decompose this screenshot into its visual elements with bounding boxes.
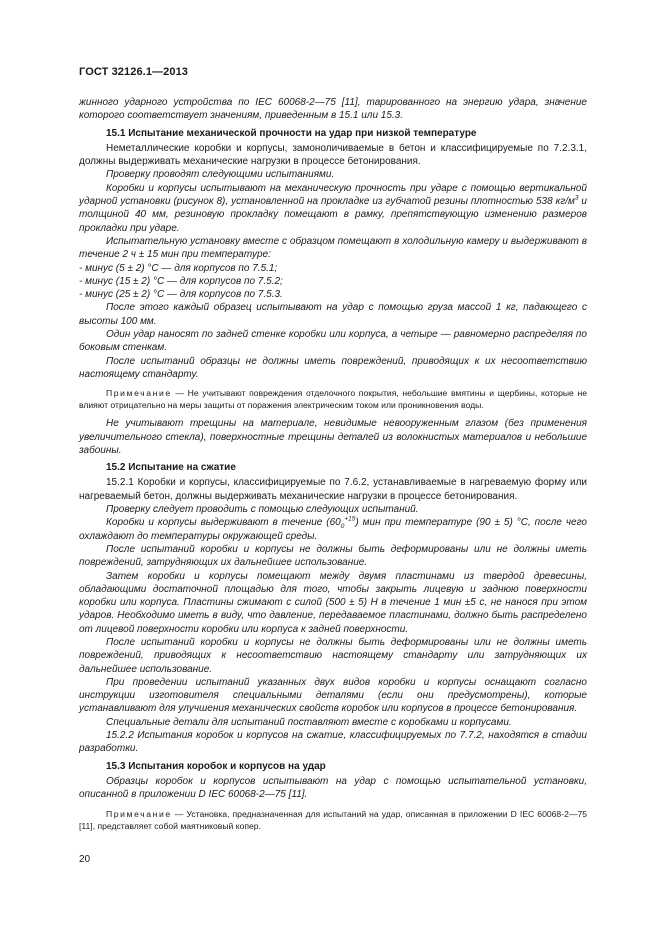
text-run: Коробки и корпусы испытывают на механическую прочность при ударе с помощью вертикальной ударной установки (рисунок 8), установленной на прокладке из губчатой резины плотностью 538 кг/м [79, 182, 587, 208]
text-run: и толщиной 40 мм, резиновую прокладку помещают в рамку, препятствующую изменению размеров прокладки при ударе. [79, 196, 587, 234]
note [79, 808, 587, 832]
temperature-item: - минус (25 ± 2) °С — для корпусов по 7.5.3. [79, 289, 283, 301]
page-content [79, 96, 587, 838]
note-label: Примечание [106, 808, 172, 819]
section-15-1-heading: 15.1 Испытание механической прочности на удар при низкой температуре [106, 127, 477, 139]
note [79, 387, 587, 411]
paragraph: После этого каждый образец испытывают на удар с помощью груза массой 1 кг, падающего с высоты 100 мм. [79, 302, 587, 327]
section-15-3-heading: 15.3 Испытания коробок и корпусов на удар [106, 760, 326, 772]
note-label: Примечание [106, 388, 172, 399]
text-run: ) мин при температуре (90 ± 5) °С, после чего охлаждают до температуры окружающей среды. [79, 517, 587, 542]
paragraph: Неметаллические коробки и корпусы, замоноличиваемые в бетон и классифицируемые по 7.2.3.1, должны выдерживать механические нагрузки в процессе бетонирования. [79, 142, 587, 168]
paragraph: Один удар наносят по задней стенке коробки или корпуса, а четыре — равномерно распределяя по боковым стенкам. [79, 329, 587, 354]
paragraph: 15.2.1 Коробки и корпусы, классифицируемые по 7.6.2, устанавливаемые в нагреваемую форму или нагреваемый бетон, должны выдерживать механические нагрузки в процессе бетонирования. [79, 477, 587, 502]
section-15-2-heading: 15.2 Испытание на сжатие [106, 462, 236, 474]
standard-header: ГОСТ 32126.1—2013 [79, 66, 189, 78]
paragraph: Образцы коробок и корпусов испытывают на удар с помощью испытательной установки, описанной в приложении D IEC 60068-2—75 [11]. [79, 775, 587, 801]
paragraph: Не учитывают трещины на материале, невидимые невооруженным глазом (без применения увеличительного стекла), поверхностные трещины деталей из волокнистых материалов и небольшие забоины. [79, 418, 587, 456]
note-text: — Не учитывают повреждения отделочного покрытия, небольшие вмятины и щербины, которые не влияют отрицательно на меры защиты от поражения электрическим током или проникновения воды. [79, 388, 587, 411]
paragraph: Затем коробки и корпусы помещают между двумя пластинами из твердой древесины, обладающими достаточной площадью для того, чтобы закрыть лицевую и заднюю поверхности коробки или корпуса. Пластины сжимают с силой (500 ± 5) Н в течение 1 мин ±5 с, не нанося при этом ударов. Необходимо иметь в виду, что давление, передаваемое пластинами, должно быть распределено от лицевой поверхности коробки или корпуса к задней поверхности. [79, 570, 587, 635]
paragraph [79, 516, 587, 543]
paragraph: Проверку проводят следующими испытаниями. [106, 169, 335, 181]
paragraph: Специальные детали для испытаний поставляют вместе с коробками и корпусами. [106, 716, 512, 728]
paragraph: Проверку следует проводить с помощью следующих испытаний. [106, 504, 419, 516]
superscript: +15 [344, 515, 356, 523]
paragraph: 15.2.2 Испытания коробок и корпусов на сжатие, классифицируемых по 7.7.2, находятся в стадии разработки. [79, 730, 587, 755]
paragraph: При проведении испытаний указанных двух видов коробки и корпусы оснащают согласно инструкции изготовителя специальными деталями (если они предусмотрены), которые устанавливают для улучшения механических свойств коробок или корпусов в процессе бетонирования. [79, 676, 587, 715]
superscript: 3 [574, 194, 579, 202]
subscript: 0 [340, 523, 345, 531]
text-run: Коробки и корпусы выдерживают в течение (60 [106, 517, 341, 529]
note-text: — Установка, предназначенная для испытаний на удар, описанная в приложении D IEC 60068-2—75 [11], представляет собой маятниковый копер. [79, 808, 587, 831]
paragraph: После испытаний коробки и корпусы не должны быть деформированы или не должны иметь повреждений, затрудняющих их дальнейшее использование. [79, 543, 587, 569]
temperature-item: - минус (5 ± 2) °С — для корпусов по 7.5.1; [79, 262, 278, 274]
paragraph [79, 182, 587, 235]
intro-paragraph: жинного ударного устройства по IEC 60068-2—75 [11], тарированного на энергию удара, значение которого соответствует значениям, приведенным в 15.1 или 15.3. [79, 97, 587, 122]
temperature-item: - минус (15 ± 2) °С — для корпусов по 7.5.2; [79, 275, 283, 287]
page-number: 20 [79, 854, 91, 865]
paragraph: После испытаний коробки и корпусы не должны быть деформированы или не должны иметь повреждений, приводящих к несоответствию настоящему стандарту или затрудняющих их дальнейшее использование. [79, 636, 587, 675]
paragraph: Испытательную установку вместе с образцом помещают в холодильную камеру и выдерживают в течение 2 ч ± 15 мин при температуре: [79, 235, 587, 261]
paragraph: После испытаний образцы не должны иметь повреждений, приводящих к их несоответствию настоящему стандарту. [79, 355, 587, 380]
